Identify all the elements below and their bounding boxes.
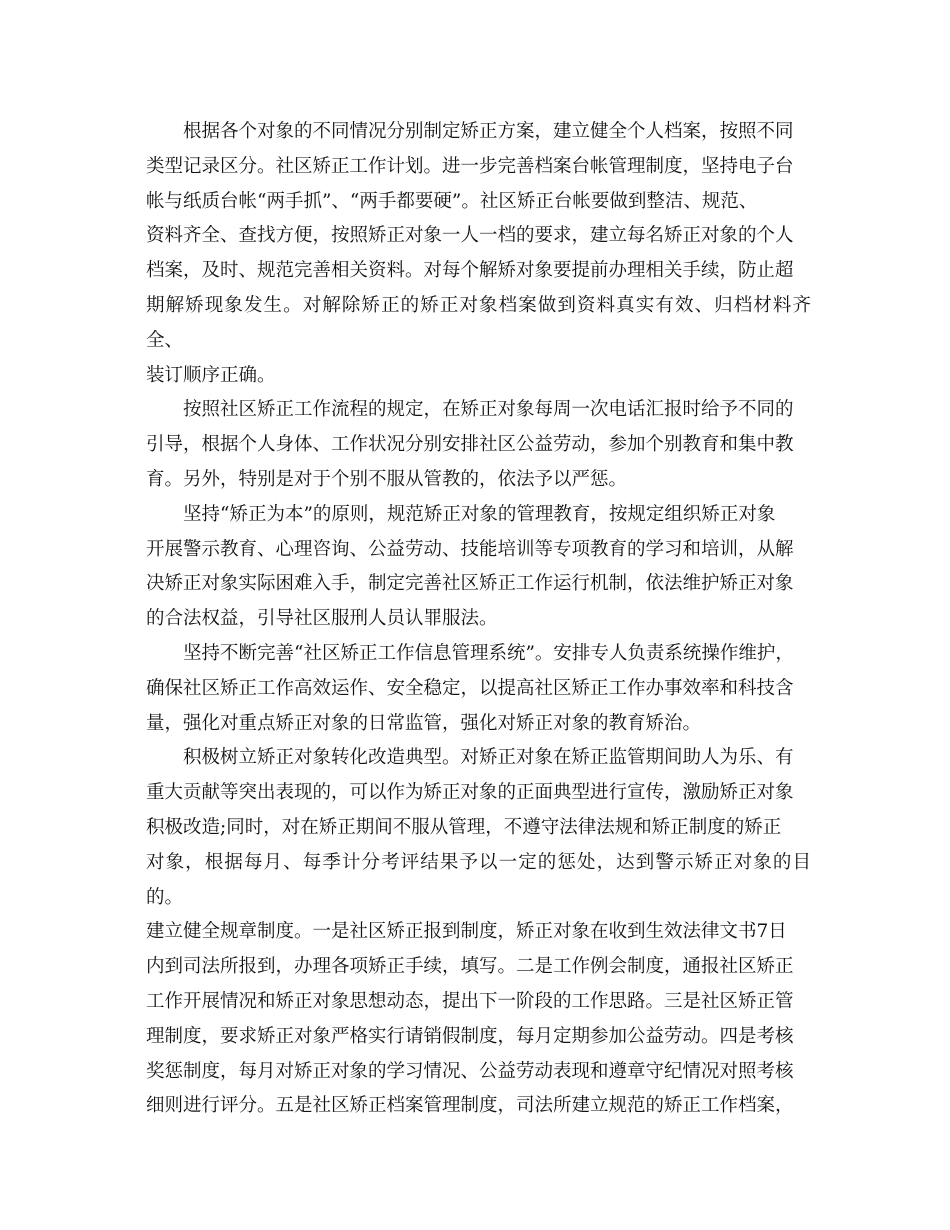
paragraph-correction-principle: 坚持“矫正为本”的原则，规范矫正对象的管理教育，按规定组织矫正对象 开展警示教育、心理咨询、公益劳动、技能培训等专项教育的学习和培训，从解 决矫正对象实际困难入手，制定完善社区矫正工作运行机制，依法维护矫正对象 的合法权益，引导社区服刑人员认罪服法。 bbox=[146, 503, 794, 630]
document-body bbox=[146, 115, 811, 1124]
paragraph-information-system: 坚持不断完善“社区矫正工作信息管理系统”。安排专人负责系统操作维护， 确保社区矫正工作高效运作、安全稳定，以提高社区矫正工作办事效率和科技含 量，强化对重点矫正对象的日常监管，强化对矫正对象的教育矫治。 bbox=[146, 642, 794, 734]
paragraph-workflow-guidance: 按照社区矫正工作流程的规定，在矫正对象每周一次电话汇报时给予不同的 引导，根据个人身体、工作状况分别安排社区公益劳动，参加个别教育和集中教 育。另外，特别是对于个别不服从管教的，依法予以严惩。 bbox=[146, 399, 794, 490]
paragraph-file-management: 根据各个对象的不同情况分别制定矫正方案，建立健全个人档案，按照不同 类型记录区分。社区矫正工作计划。进一步完善档案台帐管理制度，坚持电子台 帐与纸质台帐“两手抓”、“两手都要硬”。社区矫正台帐要做到整洁、规范、 资料齐全、查找方便，按照矫正对象一人一档的要求，建立每名矫正对象的个人 档案，及时、规范完善相关资料。对每个解矫对象要提前办理相关手续，防止超 期解矫现象发生。对解除矫正的矫正对象档案做到资料真实有效、归档材料齐全、 装订顺序正确。 bbox=[146, 121, 811, 386]
paragraph-typical-models-and-rules: 积极树立矫正对象转化改造典型。对矫正对象在矫正监管期间助人为乐、有 重大贡献等突出表现的，可以作为矫正对象的正面典型进行宣传，激励矫正对象 积极改造;同时，对在矫正期间不服从管理，不遵守法律法规和矫正制度的矫正 对象，根据每月、每季计分考评结果予以一定的惩处，达到警示矫正对象的目的。 建立健全规章制度。一是社区矫正报到制度，矫正对象在收到生效法律文书7日 内到司法所报到，办理各项矫正手续，填写。二是工作例会制度，通报社区矫正 工作开展情况和矫正对象思想动态，提出下一阶段的工作思路。三是社区矫正管 理制度，要求矫正对象严格实行请销假制度，每月定期参加公益劳动。四是考核 奖惩制度，每月对矫正对象的学习情况、公益劳动表现和遵章守纪情况对照考核 细则进行评分。五是社区矫正档案管理制度，司法所建立规范的矫正工作档案， bbox=[146, 747, 811, 1117]
